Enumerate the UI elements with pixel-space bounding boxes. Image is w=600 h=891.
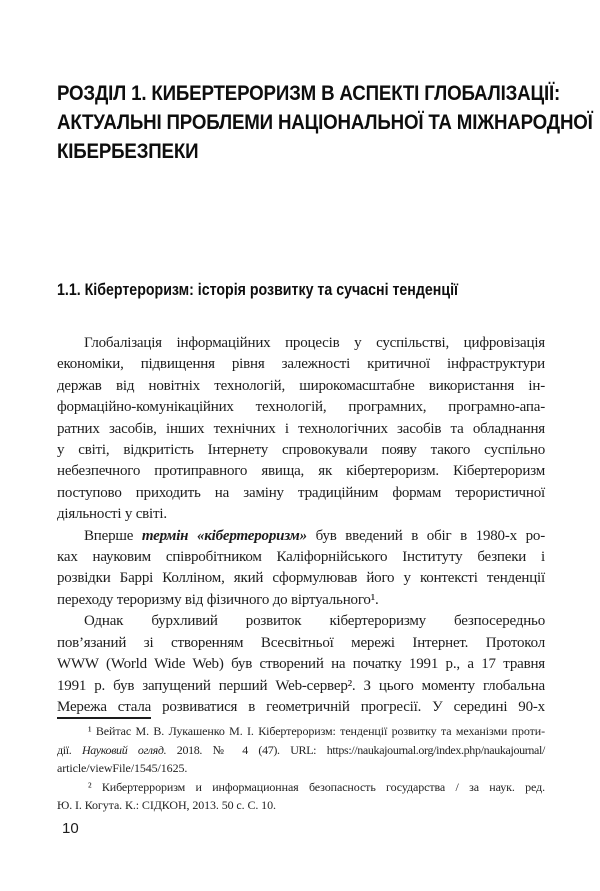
body-line: у світі, відкритість Інтернету спровокували появу такого суспільно (57, 442, 545, 459)
body-line: небезпечного протиправного явища, як кібертероризм. Кібертероризм (57, 463, 545, 480)
chapter-heading-line: РОЗДІЛ 1. КИБЕРТЕРОРИЗМ В АСПЕКТІ ГЛОБАЛІЗАЦІЇ: (57, 81, 561, 105)
body-line (57, 526, 545, 547)
body-line: Мережа стала розвиватися в геометричній прогресії. У середині 90-х (57, 698, 545, 715)
paragraph-globalization (57, 333, 545, 526)
body-line: 1991 р. був запущений перший Web-сервер². З цього моменту глобальна (57, 677, 545, 694)
body-line: ках науковим співробітником Каліфорнійського Інституту безпеки і (57, 549, 545, 566)
body-line: діяльності у світі. (57, 506, 167, 523)
footnote-line: ¹ Вейтас М. В. Лукашенко М. І. Кібертероризм: тенденції розвитку та механізми проти- (88, 724, 545, 738)
section-heading: 1.1. Кібертероризм: історія розвитку та сучасні тенденції (57, 281, 459, 299)
chapter-heading-line: КІБЕРБЕЗПЕКИ (57, 139, 199, 163)
paragraph-term-origin (57, 526, 545, 612)
body-line: поступово приходить на заміну традиційним формам терористичної (57, 484, 545, 501)
body-text (57, 333, 545, 718)
body-line-text: Вперше (84, 527, 142, 544)
paragraph-internet-history (57, 611, 545, 718)
footnote-2 (57, 778, 545, 815)
footnotes (57, 722, 545, 815)
footnote-line: Ю. І. Когута. К.: СІДКОН, 2013. 50 с. С. 10. (57, 798, 276, 813)
chapter-heading (57, 79, 593, 166)
body-line: держав від новітніх технологій, широкомасштабне використання ін- (57, 377, 545, 394)
footnote-line (57, 741, 545, 760)
body-line: Глобалізація інформаційних процесів у суспільстві, цифровізація (84, 335, 545, 351)
footnote-separator (57, 717, 151, 719)
emphasis-term-cyberterrorism: термін «кібертероризм» (141, 527, 307, 544)
journal-title: Науковий огляд. (81, 742, 167, 757)
page-number: 10 (62, 820, 79, 837)
footnote-url: 2018. № 4 (47). URL: https://naukajournal.org/index.php/naukajournal/ (166, 742, 546, 757)
body-line: WWW (World Wide Web) був створений на початку 1991 р., а 17 травня (57, 656, 545, 673)
body-line: пов’язаний зі створенням Всесвітньої мережі Інтернет. Протокол (57, 634, 545, 651)
footnote-line: ² Кибертерроризм и информационная безопасность государства / за наук. ред. (88, 779, 545, 794)
footnote-1 (57, 722, 545, 778)
body-line: економіки, підвищення рівня залежності критичної інфраструктури (57, 356, 545, 373)
chapter-heading-line: АКТУАЛЬНІ ПРОБЛЕМИ НАЦІОНАЛЬНОЇ ТА МІЖНАРОДНОЇ (57, 110, 593, 134)
body-line: ратних засобів, інших технічних і технологічних засобів та обладнання (57, 420, 545, 437)
footnote-text: дії. (57, 742, 82, 757)
body-line: переходу тероризму від фізичного до віртуального¹. (57, 591, 379, 608)
body-line: розвідки Баррі Колліном, який сформулював його у контексті тенденції (57, 570, 545, 587)
body-line: Однак бурхливий розвиток кібертероризму безпосередньо (84, 613, 545, 630)
body-line: формаційно-комунікаційних технологій, програмних, програмно-апа- (57, 399, 545, 416)
body-line-text: був введений в обіг в 1980-х ро- (306, 527, 545, 544)
footnote-line: article/viewFile/1545/1625. (57, 761, 188, 776)
